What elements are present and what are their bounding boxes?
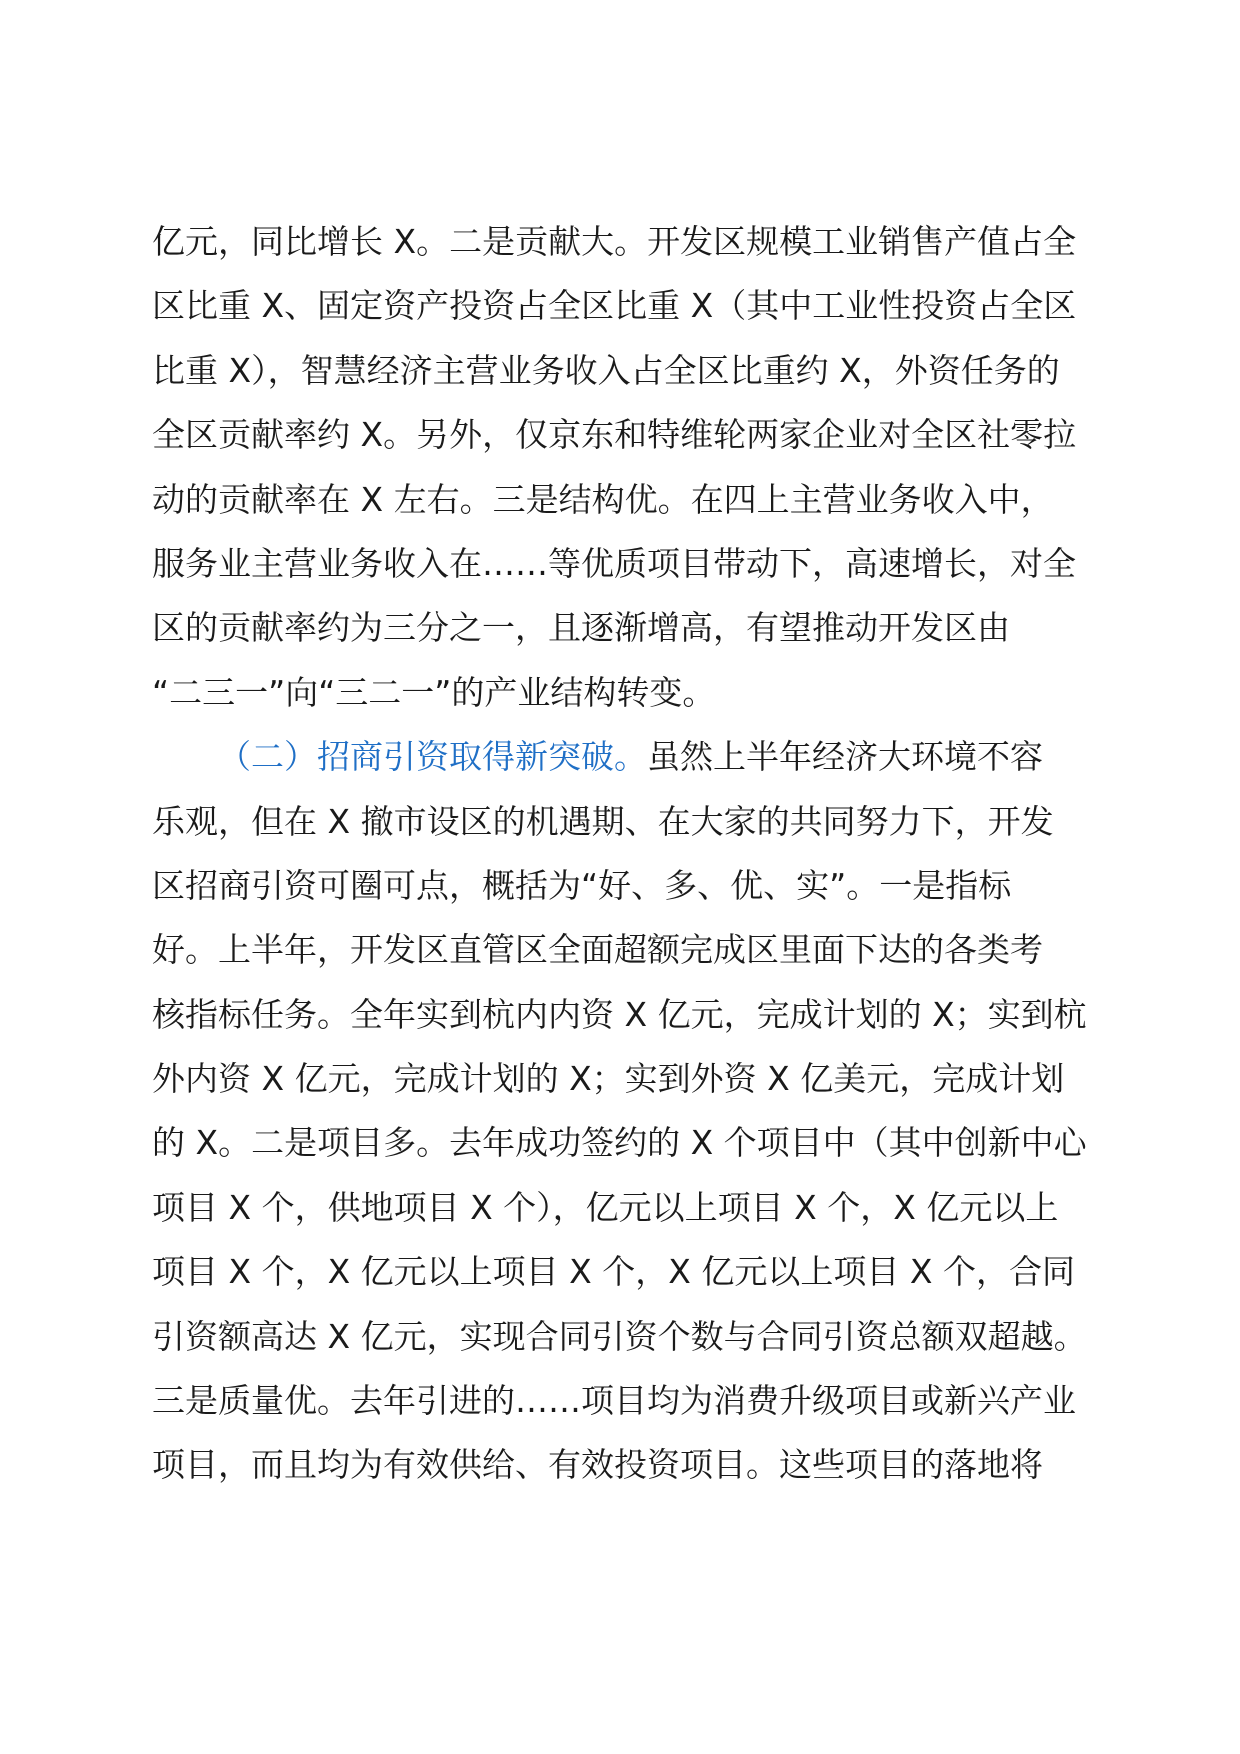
text-line: 亿元，同比增长 X。二是贡献大。开发区规模工业销售产值占全 xyxy=(152,222,1077,261)
text-line: 区的贡献率约为三分之一，且逐渐增高，有望推动开发区由 xyxy=(152,608,1010,648)
text-line-rest: 虽然上半年经济大环境不容 xyxy=(647,737,1043,777)
text-line: 好。上半年，开发区直管区全面超额完成区里面下达的各类考 xyxy=(152,930,1043,970)
text-line: 全区贡献率约 X。另外，仅京东和特维轮两家企业对全区社零拉 xyxy=(152,415,1077,455)
text-line: 项目 X 个，X 亿元以上项目 X 个，X 亿元以上项目 X 个，合同 xyxy=(152,1252,1075,1292)
text-line: 项目 X 个，供地项目 X 个），亿元以上项目 X 个，X 亿元以上 xyxy=(152,1187,1059,1227)
text-line: 乐观，但在 X 撤市设区的机遇期、在大家的共同努力下，开发 xyxy=(152,801,1054,841)
paragraph-1 xyxy=(152,210,1092,725)
section-heading: （二）招商引资取得新突破。 xyxy=(218,737,647,777)
paragraph-2 xyxy=(152,725,1092,1498)
text-line: 的 X。二是项目多。去年成功签约的 X 个项目中（其中创新中心 xyxy=(152,1123,1087,1163)
text-line: 核指标任务。全年实到杭内内资 X 亿元，完成计划的 X；实到杭 xyxy=(152,994,1087,1034)
text-line: 区招商引资可圈可点，概括为“好、多、优、实”。一是指标 xyxy=(152,865,1012,905)
text-line: 动的贡献率在 X 左右。三是结构优。在四上主营业务收入中， xyxy=(152,479,1054,519)
text-line: 比重 X），智慧经济主营业务收入占全区比重约 X，外资任务的 xyxy=(152,350,1060,390)
text-line: “二三一”向“三二一”的产业结构转变。 xyxy=(152,672,716,712)
text-line: 项目，而且均为有效供给、有效投资项目。这些项目的落地将 xyxy=(152,1445,1043,1485)
body-text xyxy=(152,210,1092,1498)
text-line: 外内资 X 亿元，完成计划的 X；实到外资 X 亿美元，完成计划 xyxy=(152,1059,1065,1099)
text-line: 引资额高达 X 亿元，实现合同引资个数与合同引资总额双超越。 xyxy=(152,1316,1087,1356)
text-line: 区比重 X、固定资产投资占全区比重 X（其中工业性投资占全区 xyxy=(152,286,1077,326)
text-line: 服务业主营业务收入在……等优质项目带动下，高速增长，对全 xyxy=(152,543,1076,583)
text-line: 三是质量优。去年引进的……项目均为消费升级项目或新兴产业 xyxy=(152,1381,1076,1421)
section-heading-line xyxy=(152,725,1092,789)
